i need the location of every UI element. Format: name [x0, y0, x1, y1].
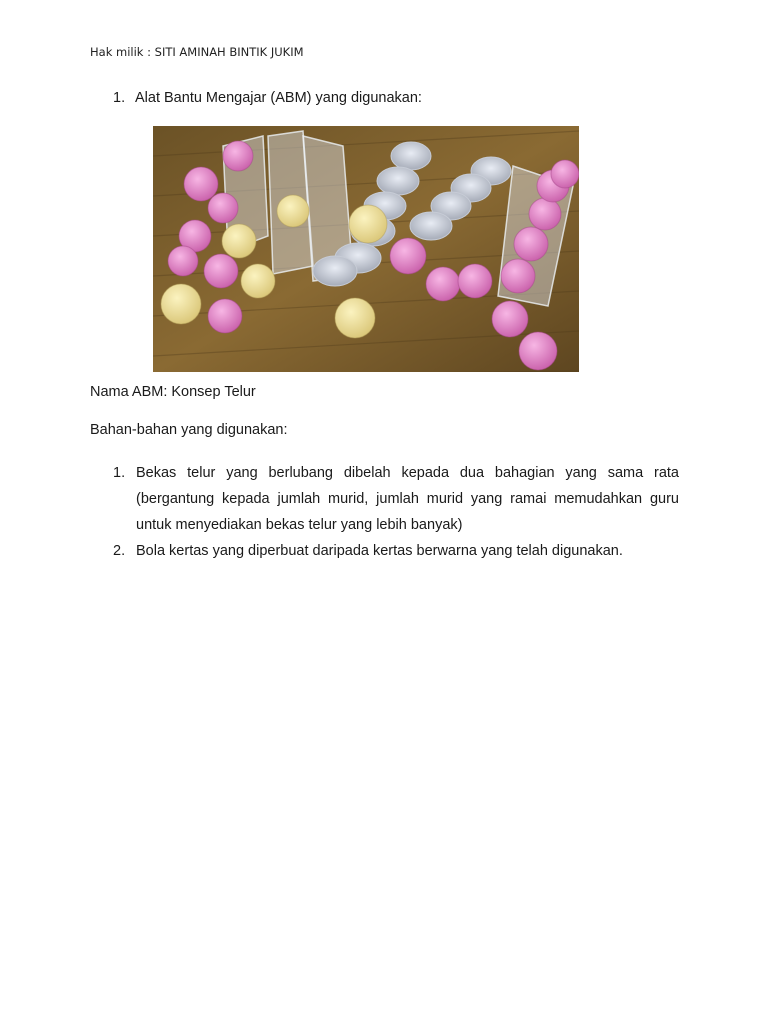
nama-abm: Nama ABM: Konsep Telur — [90, 384, 256, 400]
list-number: 1. — [113, 465, 126, 481]
bahan-heading: Bahan-bahan yang digunakan: — [90, 422, 288, 438]
section-1-text: Alat Bantu Mengajar (ABM) yang digunakan: — [135, 90, 422, 106]
photo-image — [153, 126, 579, 372]
section-1-heading — [113, 90, 422, 106]
list-number: 2. — [113, 543, 126, 559]
list-number: 1. — [113, 90, 126, 106]
page-header: Hak milik : SITI AMINAH BINTIK JUKIM — [90, 45, 304, 59]
list-item — [113, 460, 679, 538]
bahan-list — [113, 460, 679, 564]
list-item-text: Bola kertas yang diperbuat daripada kertas berwarna yang telah digunakan. — [136, 543, 623, 559]
list-item — [113, 538, 679, 564]
list-item-text: Bekas telur yang berlubang dibelah kepada dua bahagian yang sama rata (bergantung kepada jumlah murid, jumlah murid yang ramai memudahkan guru untuk menyediakan bekas telur yang lebih banyak) — [136, 465, 679, 533]
abm-photo — [153, 126, 579, 372]
